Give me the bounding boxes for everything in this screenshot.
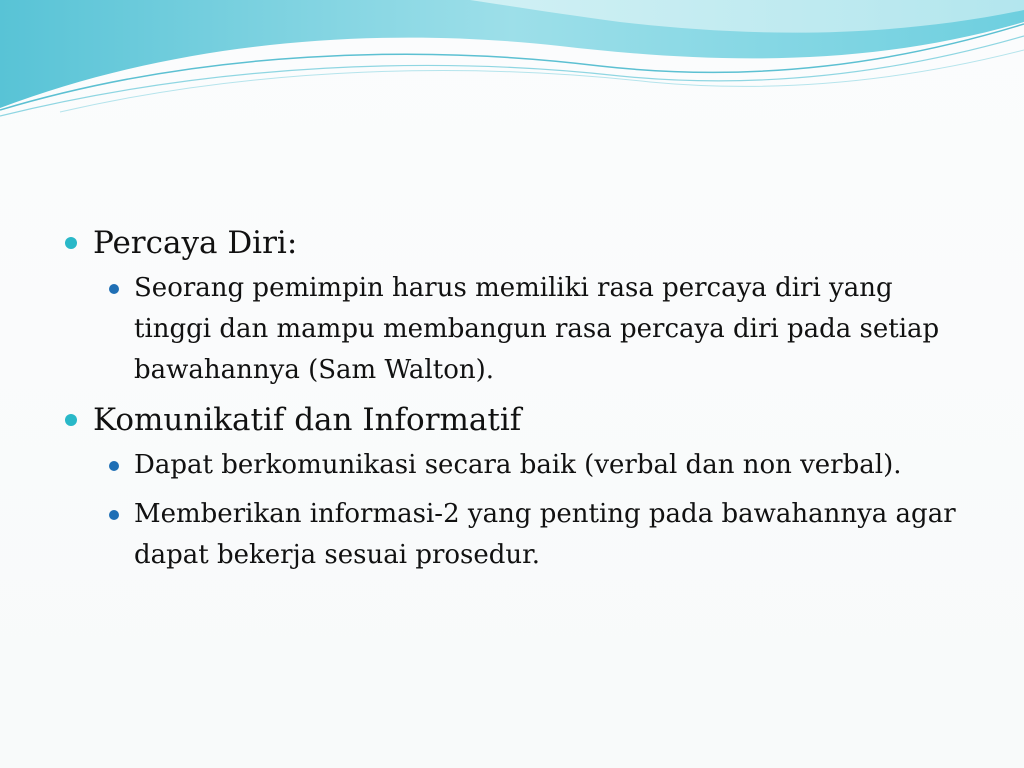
sub-bullet-dot-icon bbox=[109, 461, 119, 471]
sub-bullet-item bbox=[93, 445, 962, 486]
sub-bullet-item bbox=[93, 268, 962, 391]
bullet-dot-icon bbox=[65, 237, 77, 249]
sub-bullet-list bbox=[93, 268, 962, 391]
sub-bullet-item bbox=[93, 494, 962, 576]
sub-bullet-dot-icon bbox=[109, 510, 119, 520]
bullet-list bbox=[62, 222, 962, 576]
bullet-text: Percaya Diri: bbox=[93, 225, 298, 261]
bullet-item-percaya-diri bbox=[62, 222, 962, 391]
sub-bullet-text: Memberikan informasi-2 yang penting pada bawahannya agar dapat bekerja sesuai prosedur. bbox=[134, 499, 956, 570]
sub-bullet-text: Dapat berkomunikasi secara baik (verbal dan non verbal). bbox=[134, 450, 902, 480]
header-wave-decoration bbox=[0, 0, 1024, 130]
bullet-item-komunikatif bbox=[62, 399, 962, 576]
bullet-text: Komunikatif dan Informatif bbox=[93, 402, 522, 438]
bullet-dot-icon bbox=[65, 414, 77, 426]
slide-body bbox=[62, 222, 962, 584]
sub-bullet-text: Seorang pemimpin harus memiliki rasa percaya diri yang tinggi dan mampu membangun rasa percaya diri pada setiap bawahannya (Sam Walton). bbox=[134, 273, 940, 385]
sub-bullet-dot-icon bbox=[109, 284, 119, 294]
sub-bullet-list bbox=[93, 445, 962, 576]
